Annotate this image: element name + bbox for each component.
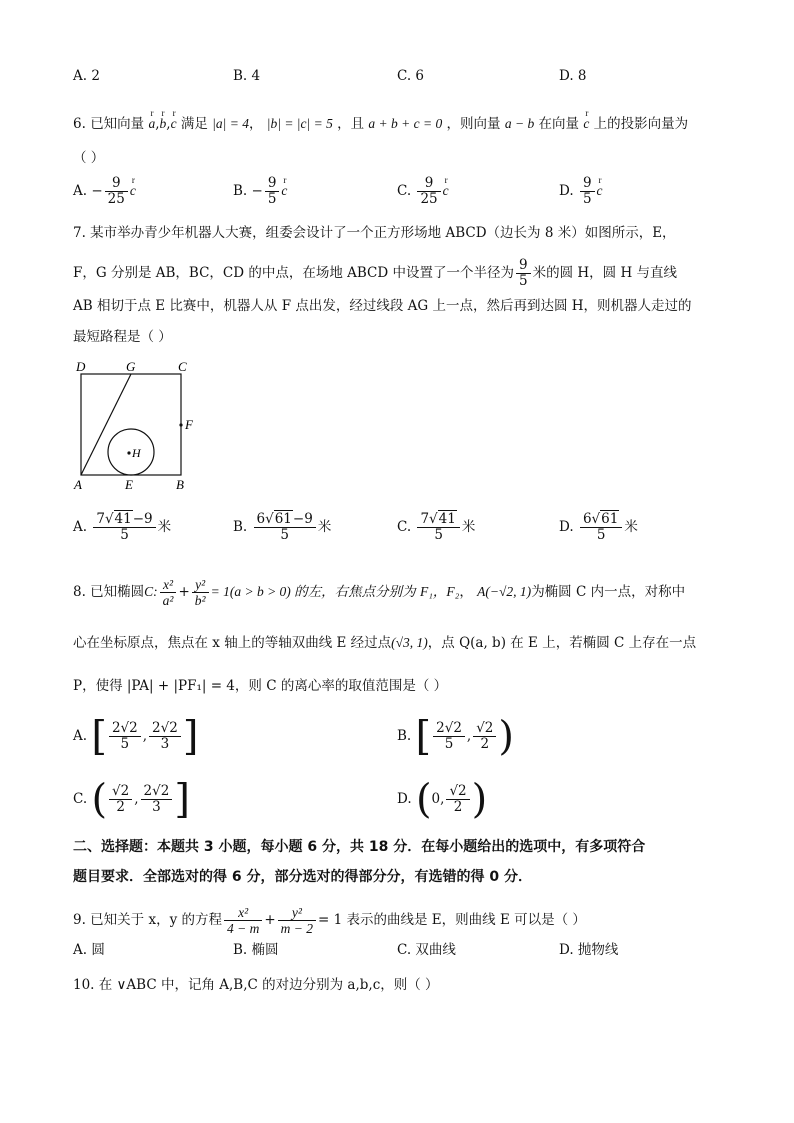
q6-option-b: B. − $\frac{9}{5}$ r c bbox=[233, 176, 287, 207]
q8-option-a: A. [ $\frac{2√2}{5}$ , $\frac{2√2}{3}$ ] bbox=[73, 713, 199, 760]
q8-option-b: B. [ $\frac{2√2}{5}$ , $\frac{√2}{2}$ ) bbox=[397, 713, 515, 760]
label-c: C bbox=[178, 359, 187, 374]
q6-stem: 6. 已知向量 r a,r b,r c 满足 |a| = 4， |b| = |c| = 5 ，且 a + b + c = 0 ，则向量 a − b 在向量 r c 上的投影向量为 bbox=[73, 115, 688, 133]
q7-line-4: 最短路程是（ ） bbox=[73, 329, 172, 345]
q7-line-3: AB 相切于点 E 比赛中，机器人从 F 点出发，经过线段 AG 上一点，然后再到达圆 H，则机器人走过的 bbox=[73, 298, 692, 314]
q8-option-d: D. (0, $\frac{√2}{2}$ ) bbox=[397, 776, 488, 823]
q8-line-3: P，使得 |PA| + |PF₁| = 4，则 C 的离心率的取值范围是（ ） bbox=[73, 678, 448, 694]
q8-option-c: C. ( $\frac{√2}{2}$ , $\frac{2√2}{3}$ ] bbox=[73, 776, 190, 823]
q7-option-d: D. $\frac{6√61}{5}$ 米 bbox=[559, 511, 638, 543]
q6-paren: （ ） bbox=[73, 150, 105, 166]
q8-line-1: 8. 已知椭圆C: $\frac{\text{x²}}{\text{a²}}$ + $\frac{\text{y²}}{\text{b²}}$ = 1(a > b > 0) 的左，右焦点分别为 F₁，F₂， A(−√2, 1)为椭圆 C 内一点，对称中 bbox=[73, 577, 686, 608]
q7-line-2: F，G 分别是 AB，BC，CD 的中点，在场地 ABCD 中设置了一个半径为 $\frac{9}{5}$ 米的圆 H，圆 H 与直线 bbox=[73, 257, 678, 289]
label-b: B bbox=[176, 477, 184, 492]
q10-stem: 10. 在 ∨ABC 中，记角 A,B,C 的对边分别为 a,b,c，则（ ） bbox=[73, 977, 439, 993]
q9-option-b: B. 椭圆 bbox=[233, 942, 279, 958]
q8-line-2: 心在坐标原点，焦点在 x 轴上的等轴双曲线 E 经过点(√3, 1)，点 Q(a, b) 在 E 上，若椭圆 C 上存在一点 bbox=[73, 635, 697, 651]
segment-ag bbox=[81, 374, 131, 475]
point-f bbox=[179, 423, 182, 426]
q9-stem: 9. 已知关于 x，y 的方程 $\frac{\text{x²}}{4 - m}$ + $\frac{\text{y²}}{m - 2}$ = 1 表示的曲线是 E，则曲线 E 可以是（ ） bbox=[73, 905, 586, 936]
q7-option-b: B. $\frac{6√61-9}{5}$ 米 bbox=[233, 511, 332, 543]
section-2-heading-line-1: 二、选择题：本题共 3 小题，每小题 6 分，共 18 分．在每小题给出的选项中，有多项符合 bbox=[73, 839, 646, 855]
q6-option-a: A. − $\frac{9}{25}$ r c bbox=[73, 176, 136, 207]
label-d: D bbox=[76, 359, 86, 374]
q5-option-b: B. 4 bbox=[233, 68, 261, 84]
q5-option-c: C. 6 bbox=[397, 68, 425, 84]
point-h bbox=[127, 451, 130, 454]
circle-h bbox=[108, 429, 154, 475]
q7-figure bbox=[70, 356, 210, 496]
q7-option-c: C. $\frac{7√41}{5}$ 米 bbox=[397, 511, 476, 543]
label-h: H bbox=[132, 446, 141, 460]
q7-option-a: A. $\frac{7√41-9}{5}$ 米 bbox=[73, 511, 172, 543]
q9-option-a: A. 圆 bbox=[73, 942, 105, 958]
label-e: E bbox=[125, 477, 133, 492]
q9-option-c: C. 双曲线 bbox=[397, 942, 456, 958]
label-f: F bbox=[185, 417, 193, 432]
label-g: G bbox=[126, 359, 136, 374]
q9-option-d: D. 抛物线 bbox=[559, 942, 619, 958]
q6-option-d: D. $\frac{9}{5}$ r c bbox=[559, 176, 603, 207]
q5-option-d: D. 8 bbox=[559, 68, 587, 84]
label-a: A bbox=[74, 477, 82, 492]
section-2-heading-line-2: 题目要求．全部选对的得 6 分，部分选对的得部分分，有选错的得 0 分． bbox=[73, 869, 532, 885]
q5-option-a: A. 2 bbox=[73, 68, 100, 84]
square-abcd bbox=[81, 374, 181, 475]
q6-option-c: C. $\frac{9}{25}$ r c bbox=[397, 176, 449, 207]
q7-line-1: 7. 某市举办青少年机器人大赛，组委会设计了一个正方形场地 ABCD（边长为 8 米）如图所示，E， bbox=[73, 225, 676, 241]
